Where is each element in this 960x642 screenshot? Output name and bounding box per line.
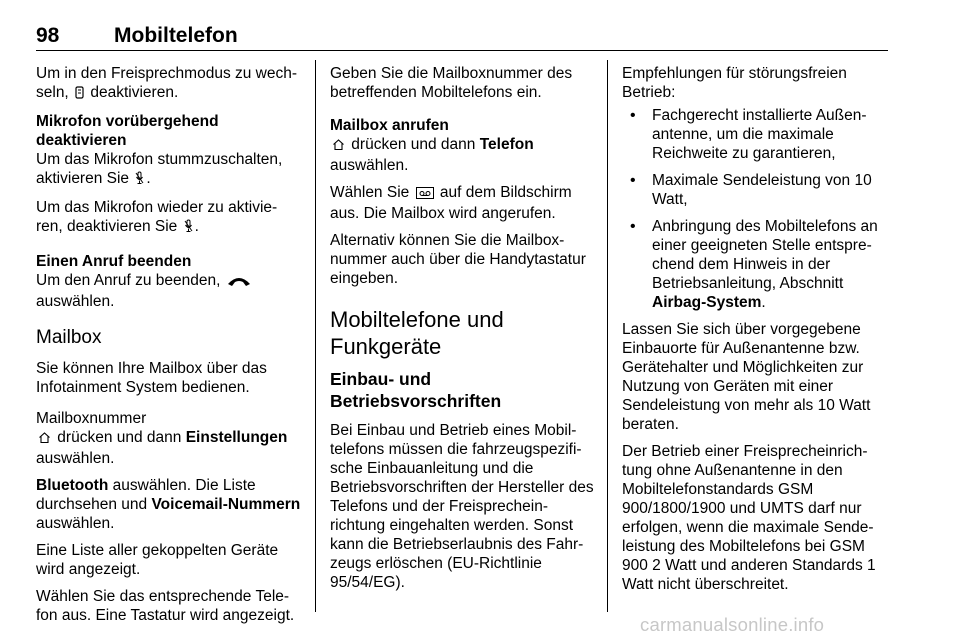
list-item: • Fachgerecht installierte Außen-antenne, um die maximale Reichweite zu garantieren, [622,106,892,163]
list-item: • Anbringung des Mobiltelefons an einer geeigneten Stelle entspre-chend dem Hinweis in der Betriebsanleitung, Abschnitt Airbag-System. [622,217,892,312]
column-2 [330,64,595,600]
handset-icon [75,85,84,104]
paragraph: Bei Einbau und Betrieb eines Mobil-telefons müssen die fahrzeugspezifi-sche Einbauanleitung und die Betriebsvorschriften der Hersteller des Telefons und der Freisprechein-richtung eingehalten werden. Sonst kann die Betriebserlaubnis des Fahr-zeugs erlöschen (EU-Richtlinie 95/54/EG). [330,422,594,591]
column-3 [622,64,892,602]
section-heading: Mobiltelefone und Funkgeräte [330,307,504,359]
column-divider [315,60,316,612]
subheading: Mailboxnummer [36,410,147,427]
list-item: • Maximale Sendeleistung von 10 Watt, [622,171,892,209]
paragraph: drücken und dann Telefon auswählen. [330,136,534,174]
page-number: 98 [36,24,60,47]
microphone-icon [184,219,193,238]
subsection-heading: Einbau- und Betriebsvorschriften [330,369,502,411]
paragraph: Eine Liste aller gekoppelten Geräte wird angezeigt. [36,542,279,578]
paragraph: Wählen Sie das entsprechende Tele-fon aus. Eine Tastatur wird angezeigt. [36,588,295,624]
subheading: Einen Anruf beenden [36,253,192,270]
paragraph: Lassen Sie sich über vorgegebene Einbauorte für Außenantenne bzw. Gerätehalter und Möglichkeiten zur Nutzung von Geräten mit einer Sendeleistung von mehr als 10 Watt beraten. [622,321,871,433]
bullet-list [622,106,892,312]
section-heading: Mailbox [36,327,102,348]
home-icon [332,137,345,156]
paragraph: Um in den Freisprechmodus zu wech- seln, deaktivieren. [36,64,306,104]
subheading: Mikrofon vorübergehend deaktivieren [36,113,219,149]
paragraph: Der Betrieb einer Freisprecheinrich-tung ohne Außenantenne in den Mobiltelefonstandards GSM 900/1800/1900 und UMTS darf nur erfolgen, wenn die maximale Sende-leistung des Mobiltelefons bei GSM 900 2 Watt und anderen Standards 1 Watt nicht überschreitet. [622,443,876,593]
page-title: Mobiltelefon [114,24,238,47]
subheading: Mailbox anrufen [330,117,449,134]
paragraph: Bluetooth auswählen. Die Liste durchsehen und Voicemail-Nummern auswählen. [36,477,301,532]
paragraph: Wählen Sie auf dem Bildschirm aus. Die Mailbox wird angerufen. [330,184,572,222]
microphone-icon [135,171,144,190]
hang-up-icon [227,273,251,292]
paragraph: Um das Mikrofon wieder zu aktivie- ren, deaktivieren Sie . [36,198,306,238]
page-header [36,22,888,51]
paragraph: Alternativ können Sie die Mailbox-nummer auch über die Handytastatur eingeben. [330,232,586,287]
watermark: carmanualsonline.info [640,614,825,635]
voicemail-icon [416,185,434,204]
home-icon [38,430,51,449]
paragraph: Sie können Ihre Mailbox über das Infotainment System bedienen. [36,360,267,396]
column-1 [36,64,306,633]
paragraph: Geben Sie die Mailboxnummer des betreffenden Mobiltelefons ein. [330,65,573,101]
column-divider [607,60,608,612]
paragraph: Empfehlungen für störungsfreien Betrieb: [622,65,847,101]
paragraph: Um das Mikrofon stummzuschalten, aktivieren Sie . [36,150,306,190]
paragraph: drücken und dann Einstellungen auswählen. [36,429,288,467]
paragraph: Um den Anruf zu beenden, auswählen. [36,271,306,311]
